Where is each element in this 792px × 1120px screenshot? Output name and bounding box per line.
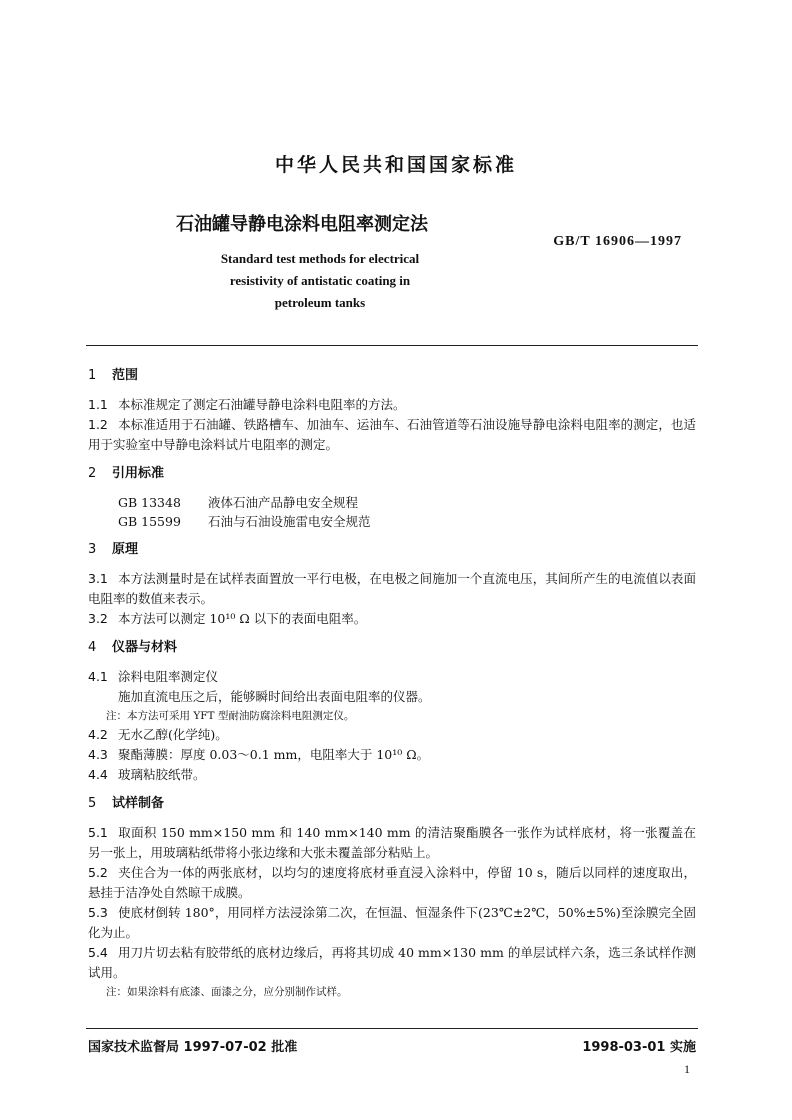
- clause-number: 4.3: [88, 747, 108, 762]
- implementation-date: 1998-03-01 实施: [582, 1040, 696, 1055]
- issuing-org-heading: 中华人民共和国国家标准: [274, 154, 517, 176]
- note-5: 注：如果涂料有底漆、面漆之分，应分别制作试样。: [106, 986, 348, 998]
- standard-code: GB/T 16906—1997: [553, 234, 682, 249]
- document-body: [88, 365, 696, 1001]
- section-number: 4: [88, 640, 97, 655]
- clause-5-1: [88, 823, 696, 863]
- footer-divider: [86, 1028, 698, 1029]
- section-number: 2: [88, 466, 97, 481]
- clause-4-4: [88, 765, 696, 785]
- title-en-line: resistivity of antistatic coating in: [229, 273, 411, 288]
- clause-text: 玻璃粘胶纸带。: [118, 767, 206, 782]
- section-heading-specimen-prep: [88, 793, 696, 815]
- reference-code: GB 15599: [118, 514, 181, 529]
- section-title: 范围: [112, 368, 139, 383]
- clause-5-4: [88, 943, 696, 983]
- clause-number: 4.4: [88, 767, 108, 782]
- approval-date: 国家技术监督局 1997-07-02 批准: [88, 1040, 298, 1055]
- clause-1-1: [88, 395, 696, 415]
- clause-text: 使底材倒转 180°，用同样方法浸涂第二次，在恒温、恒湿条件下(23℃±2℃，50%±5%)至涂膜完全固化为止。: [88, 905, 696, 940]
- clause-text: 本标准适用于石油罐、铁路槽车、加油车、运油车、石油管道等石油设施导静电涂料电阻率的测定，也适用于实验室中导静电涂料试片电阻率的测定。: [88, 417, 696, 452]
- page-number: 1: [684, 1062, 690, 1076]
- clause-number: 1.1: [88, 397, 108, 412]
- section-title: 引用标准: [112, 466, 165, 481]
- clause-text: 用刀片切去粘有胶带纸的底材边缘后，再将其切成 40 mm×130 mm 的单层试样六条，选三条试样作测试用。: [88, 945, 696, 980]
- clause-3-2: [88, 609, 696, 629]
- clause-5-3: [88, 903, 696, 943]
- section-heading-principle: [88, 539, 696, 561]
- clause-5-2: [88, 863, 696, 903]
- clause-1-2: [88, 415, 696, 455]
- clause-text: 聚酯薄膜：厚度 0.03～0.1 mm，电阻率大于 10¹⁰ Ω。: [118, 747, 430, 762]
- header-divider: [86, 345, 698, 346]
- note-4-1: 注：本方法可采用 YFT 型耐油防腐涂料电阻测定仪。: [106, 710, 355, 722]
- title-en-line: Standard test methods for electrical: [220, 251, 420, 266]
- clause-number: 4.2: [88, 727, 108, 742]
- clause-number: 1.2: [88, 417, 108, 432]
- title-en-line: petroleum tanks: [274, 295, 366, 310]
- clause-4-2: [88, 725, 696, 745]
- clause-text: 本标准规定了测定石油罐导静电涂料电阻率的方法。: [118, 397, 406, 412]
- section-title: 仪器与材料: [112, 640, 178, 655]
- clause-4-1: [88, 667, 696, 687]
- reference-item: [88, 493, 696, 512]
- clause-text: 本方法可以测定 10¹⁰ Ω 以下的表面电阻率。: [118, 611, 367, 626]
- clause-text: 无水乙醇(化学纯)。: [118, 727, 228, 742]
- clause-4-1-desc: 施加直流电压之后，能够瞬时间给出表面电阻率的仪器。: [118, 689, 431, 704]
- clause-number: 5.4: [88, 945, 108, 960]
- clause-number: 5.2: [88, 865, 108, 880]
- clause-text: 本方法测量时是在试样表面置放一平行电极，在电极之间施加一个直流电压，其间所产生的电流值以表面电阻率的数值来表示。: [88, 571, 696, 606]
- reference-code: GB 13348: [118, 495, 181, 510]
- clause-number: 3.2: [88, 611, 108, 626]
- clause-number: 4.1: [88, 669, 108, 684]
- section-number: 5: [88, 796, 97, 811]
- section-number: 1: [88, 368, 97, 383]
- clause-text: 涂料电阻率测定仪: [118, 669, 219, 684]
- section-heading-scope: [88, 365, 696, 387]
- reference-item: [88, 512, 696, 531]
- clause-text: 取面积 150 mm×150 mm 和 140 mm×140 mm 的清洁聚酯膜各一张作为试样底材，将一张覆盖在另一张上，用玻璃粘纸带将小张边缘和大张未覆盖部分粘贴上。: [88, 825, 696, 860]
- clause-number: 3.1: [88, 571, 108, 586]
- clause-text: 夹住合为一体的两张底材，以均匀的速度将底材垂直浸入涂料中，停留 10 s，随后以同样的速度取出，悬挂于洁净处自然晾干成膜。: [88, 865, 696, 900]
- clause-4-3: [88, 745, 696, 765]
- clause-3-1: [88, 569, 696, 609]
- standard-title-en: [160, 248, 480, 314]
- reference-name: 石油与石油设施雷电安全规范: [208, 514, 371, 529]
- section-number: 3: [88, 542, 97, 557]
- clause-number: 5.1: [88, 825, 108, 840]
- section-heading-apparatus: [88, 637, 696, 659]
- standard-title-cn: 石油罐导静电涂料电阻率测定法: [176, 214, 428, 235]
- reference-name: 液体石油产品静电安全规程: [208, 495, 359, 510]
- section-heading-references: [88, 463, 696, 485]
- section-title: 原理: [112, 542, 139, 557]
- clause-number: 5.3: [88, 905, 108, 920]
- section-title: 试样制备: [112, 796, 165, 811]
